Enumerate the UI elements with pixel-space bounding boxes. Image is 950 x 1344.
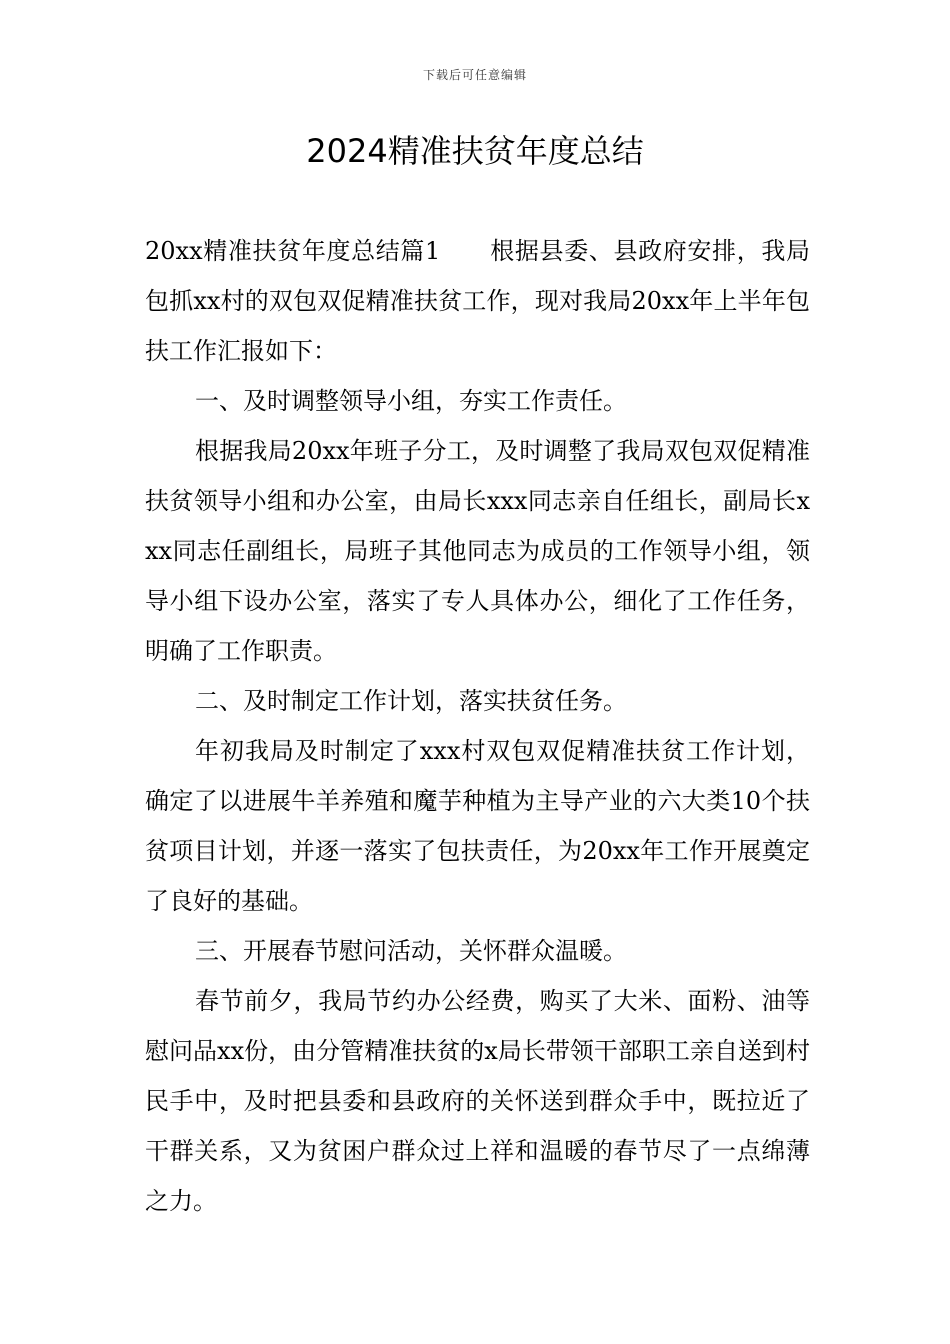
paragraph-3: 春节前夕，我局节约办公经费，购买了大米、面粉、油等慰问品xx份，由分管精准扶贫的x局长带领干部职工亲自送到村民手中，及时把县委和县政府的关怀送到群众手中，既拉近了干群关系，又为贫困户群众过上祥和温暖的春节尽了一点绵薄之力。 <box>145 987 810 1215</box>
paragraph-intro: 20xx精准扶贫年度总结篇1 根据县委、县政府安排，我局包抓xx村的双包双促精准扶贫工作，现对我局20xx年上半年包扶工作汇报如下： <box>145 237 810 365</box>
section-heading-1: 一、及时调整领导小组，夯实工作责任。 <box>195 387 627 415</box>
section-heading-2: 二、及时制定工作计划，落实扶贫任务。 <box>195 687 627 715</box>
document-title: 2024精准扶贫年度总结 <box>306 132 644 170</box>
header-note: 下载后可任意编辑 <box>422 68 527 82</box>
paragraph-2: 年初我局及时制定了xxx村双包双促精准扶贫工作计划，确定了以进展牛羊养殖和魔芋种植为主导产业的六大类10个扶贫项目计划，并逐一落实了包扶责任，为20xx年工作开展奠定了良好的基础。 <box>145 737 810 915</box>
paragraph-1: 根据我局20xx年班子分工，及时调整了我局双包双促精准扶贫领导小组和办公室，由局长xxx同志亲自任组长，副局长xxx同志任副组长，局班子其他同志为成员的工作领导小组，领导小组下设办公室，落实了专人具体办公，细化了工作任务，明确了工作职责。 <box>145 437 810 665</box>
document-body <box>145 226 810 1226</box>
section-heading-3: 三、开展春节慰问活动，关怀群众温暖。 <box>195 937 627 965</box>
